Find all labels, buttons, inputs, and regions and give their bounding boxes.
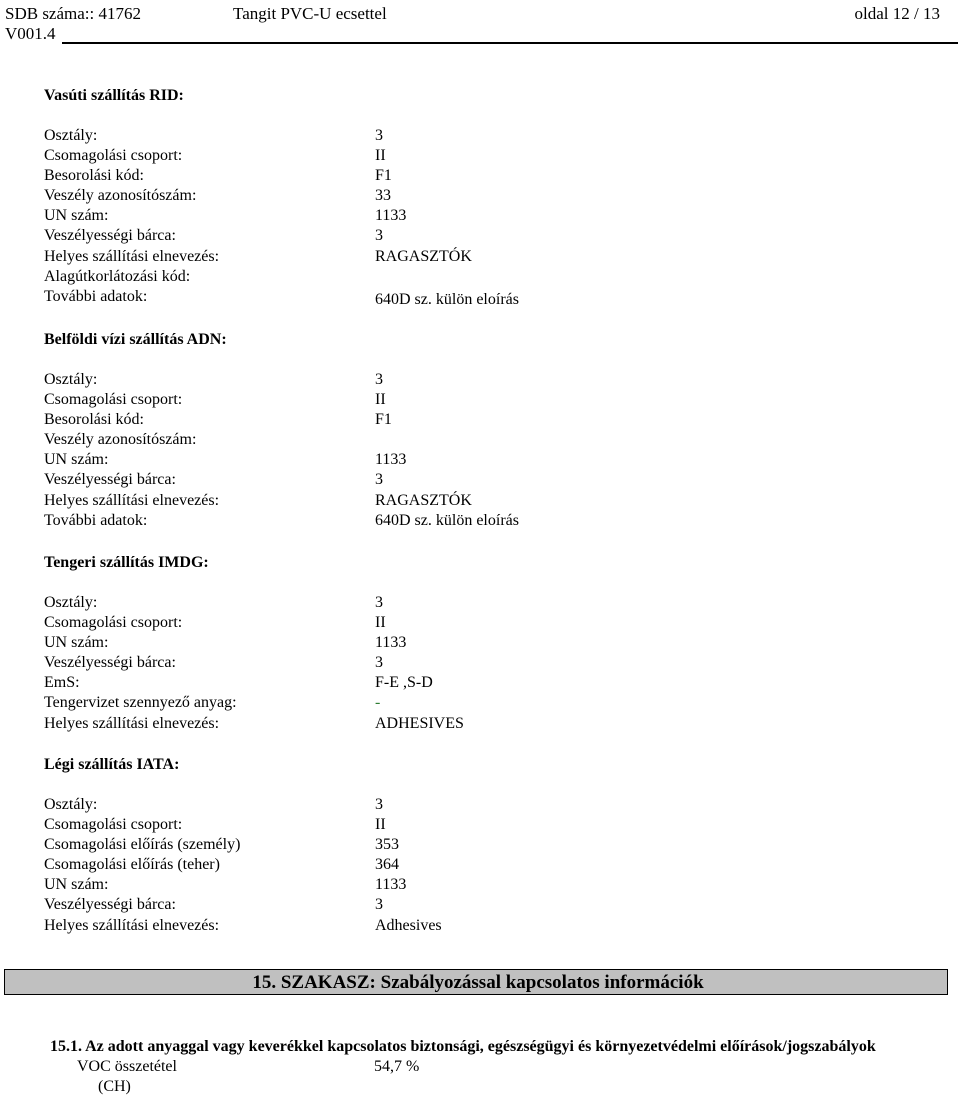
voc-unit: (CH) [98,1078,131,1095]
header-divider [62,42,958,44]
row-value: II [375,391,386,409]
table-row [44,226,924,246]
table-row [44,410,924,430]
iata-section [44,755,924,936]
table-row [44,693,924,713]
voc-value: 54,7 % [374,1058,420,1075]
table-row [44,835,924,855]
row-value: Adhesives [375,916,442,934]
imdg-rows [44,593,924,734]
rid-section [44,86,924,307]
table-row [44,247,924,267]
row-label: Osztály: [44,796,98,813]
section-title: Vasúti szállítás RID: [44,87,184,104]
table-row [44,714,924,734]
row-label: További adatok: [44,287,148,305]
row-label: Csomagolási előírás (teher) [44,856,220,874]
row-value: 3 [375,896,383,914]
row-label: Alagútkorlátozási kód: [44,267,191,285]
row-label: Helyes szállítási elnevezés: [44,247,220,265]
row-value: 3 [375,796,383,813]
row-value: 353 [375,836,399,854]
row-value: RAGASZTÓK [375,491,472,509]
row-value: ADHESIVES [375,714,464,732]
section-15-1-heading: 15.1. Az adott anyaggal vagy keverékkel kapcsolatos biztonsági, egészségügyi és környezetvédelmi előírások/jogszabályok [50,1038,876,1055]
table-row [44,653,924,673]
table-row [44,470,924,490]
table-row [44,633,924,653]
row-label: Veszély azonosítószám: [44,431,197,449]
row-label: Veszélyességi bárca: [44,654,176,672]
table-row [44,593,924,613]
version: V001.4 [5,24,56,43]
row-label: Csomagolási csoport: [44,816,183,834]
row-value: 33 [375,187,391,205]
table-row [44,287,924,310]
table-row [44,795,924,815]
row-label: UN szám: [44,876,109,894]
table-row [44,916,924,936]
table-row [44,511,924,531]
row-label: Csomagolási csoport: [44,614,183,632]
row-value: 1133 [375,876,407,894]
row-value: 3 [375,227,383,245]
row-label: Csomagolási előírás (személy) [44,836,241,854]
table-row [44,673,924,693]
row-label: Veszélyességi bárca: [44,227,176,245]
adn-section [44,330,924,531]
row-value: 640D sz. külön eloírás [375,511,519,529]
table-row [44,430,924,450]
row-label: Osztály: [44,371,98,388]
row-value: RAGASZTÓK [375,247,472,265]
row-value: II [375,147,386,165]
table-row [44,267,924,287]
row-label: UN szám: [44,207,109,225]
section-title: Légi szállítás IATA: [44,756,180,773]
row-label: Veszély azonosítószám: [44,187,197,205]
adn-rows [44,370,924,531]
table-row [44,186,924,206]
row-label: Helyes szállítási elnevezés: [44,491,220,509]
sdb-number: SDB száma:: 41762 [5,4,141,23]
rid-rows [44,126,924,307]
row-label: UN szám: [44,634,109,652]
table-row [44,146,924,166]
row-label: Besorolási kód: [44,411,144,429]
table-row [44,855,924,875]
section-15-title: 15. SZAKASZ: Szabályozással kapcsolatos információk [252,972,704,993]
page-number: oldal 12 / 13 [854,4,940,23]
row-label: További adatok: [44,511,148,529]
table-row [44,613,924,633]
section-title: Belföldi vízi szállítás ADN: [44,331,227,348]
row-label: UN szám: [44,451,109,469]
row-value: F1 [375,411,392,429]
section-15-banner [4,969,948,995]
row-value: 1133 [375,634,407,652]
row-label: Csomagolási csoport: [44,147,183,165]
table-row [44,370,924,390]
row-value: II [375,816,386,834]
row-label: Osztály: [44,594,98,611]
row-value: 1133 [375,451,407,469]
table-row [44,875,924,895]
row-label: Besorolási kód: [44,167,144,185]
voc-label: VOC összetétel [77,1058,177,1075]
row-value: F1 [375,167,392,185]
row-label: Tengervizet szennyező anyag: [44,694,237,712]
row-value: F-E ,S-D [375,674,433,692]
row-value: 3 [375,127,383,144]
imdg-section [44,553,924,734]
row-value: 3 [375,594,383,611]
row-label: Veszélyességi bárca: [44,896,176,914]
section-title: Tengeri szállítás IMDG: [44,554,209,571]
row-value: 3 [375,471,383,489]
table-row [44,895,924,915]
table-row [44,206,924,226]
table-row [44,491,924,511]
iata-rows [44,795,924,936]
row-label: Osztály: [44,127,98,144]
row-value: - [375,694,381,712]
table-row [44,815,924,835]
row-label: EmS: [44,674,80,692]
table-row [44,126,924,146]
row-value: 640D sz. külön eloírás [375,290,519,308]
table-row [44,450,924,470]
row-value: 3 [375,371,383,388]
row-value: 364 [375,856,399,874]
row-value: 1133 [375,207,407,225]
table-row [44,390,924,410]
row-value: 3 [375,654,383,672]
row-label: Helyes szállítási elnevezés: [44,916,220,934]
table-row [44,166,924,186]
row-label: Veszélyességi bárca: [44,471,176,489]
row-value: II [375,614,386,632]
row-label: Csomagolási csoport: [44,391,183,409]
product-name: Tangit PVC-U ecsettel [233,4,387,23]
row-label: Helyes szállítási elnevezés: [44,714,220,732]
